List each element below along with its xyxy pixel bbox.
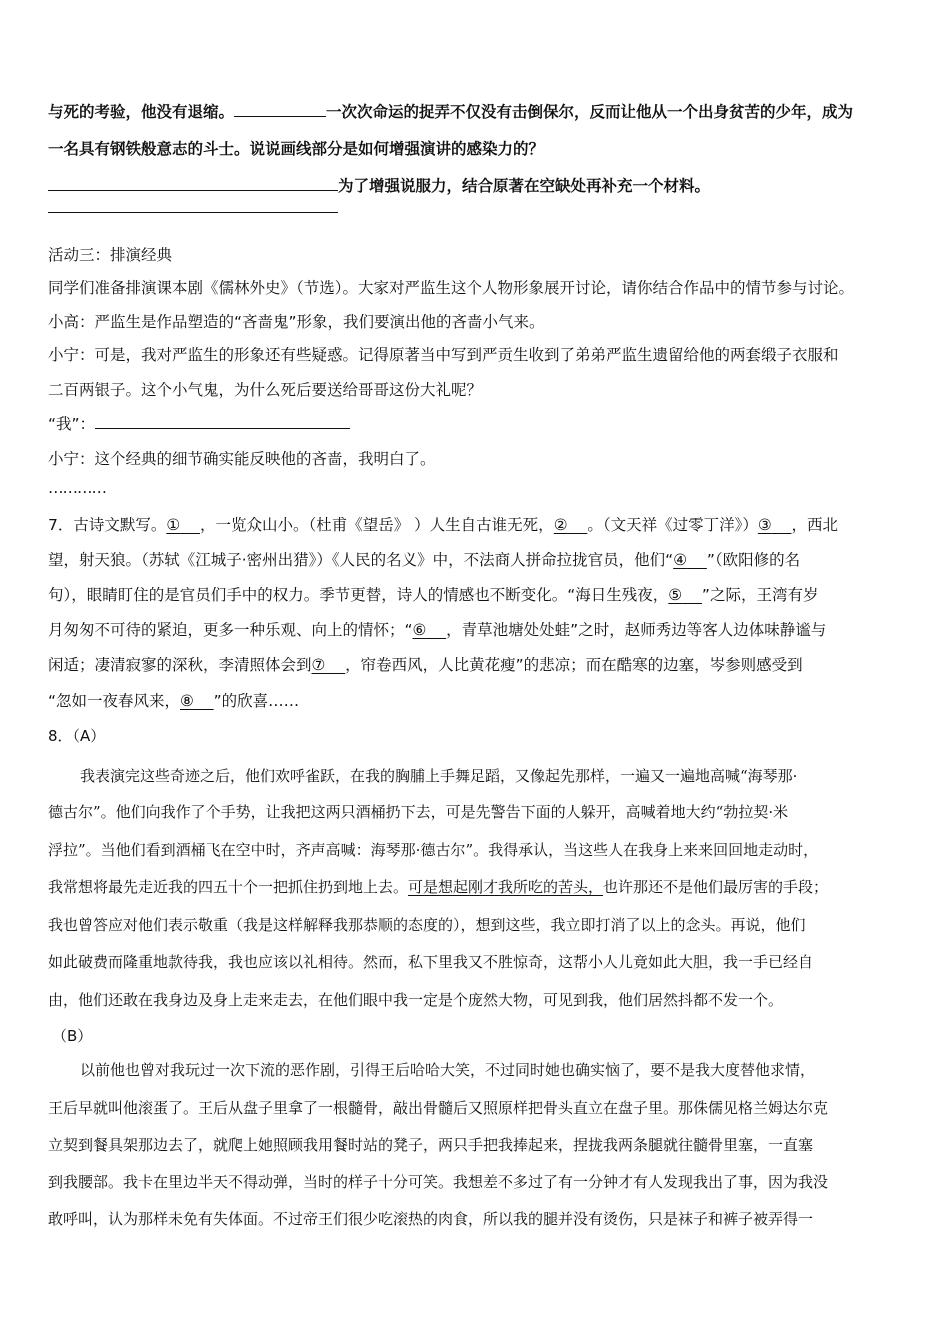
passage-a-line: 浮拉”。当他们看到酒桶飞在空中时，齐声高喊：海琴那·德古尔”。我得承认，当这些人在我身上来来回回地走动时，: [48, 841, 819, 859]
q7-line6: [48, 689, 299, 711]
passage-a-line: 如此破费而隆重地款待我，我也应该以礼相待。然而，私下里我又不胜惊奇，这帮小人儿竟如此大胆，我一手已经自: [48, 953, 814, 971]
dialogue-xiaoning-1b: 二百两银子。这个小气鬼，为什么死后要送给哥哥这份大礼呢？: [48, 381, 483, 399]
text-segment: 句），眼睛盯住的是官员们手中的权力。季节更替，诗人的情感也不断变化。“海日生残夜，: [48, 586, 669, 604]
passage-b-line: 立契到餐具架那边去了，就爬上她照顾我用餐时站的凳子，两只手把我捧起来，捏拢我两条腿就往髓骨里塞，一直塞: [48, 1136, 814, 1154]
activity3-intro: 同学们准备排演课本剧《儒林外史》（节选）。大家对严监生这个人物形象展开讨论，请你结合作品中的情节参与讨论。: [48, 279, 855, 297]
text-segment: 我常想将最先走近我的四五十个一把抓住扔到地上去。: [48, 878, 409, 896]
passage-b-line: 到我腰部。我卡在里边半天不得动弹，当时的样子十分可笑。我想差不多过了有一分钟才有人发现我出了事，因为我没: [48, 1173, 829, 1191]
blank-2[interactable]: ②: [553, 516, 568, 534]
text-segment: 月匆匆不可待的紧迫，更多一种乐观、向上的情怀；“: [48, 621, 413, 639]
q7-line1: [48, 513, 838, 535]
text-segment: ，一览众山小。（杜甫《望岳》 ）人生自古谁无死，: [200, 516, 554, 534]
text-segment: ”之际，王湾有岁: [701, 586, 819, 604]
passage-a-line: 由，他们还敢在我身边及身上走来走去，在他们眼中我一定是个庞然大物，可见到我，他们居然抖都不发一个。: [48, 991, 784, 1009]
text-segment: 一次次命运的捉弄不仅没有击倒保尔，反而让他从一个出身贫苦的少年，成为: [326, 103, 854, 121]
activity3-title: 活动三：排演经典: [48, 246, 173, 264]
text-segment: ”的欣喜……: [213, 692, 300, 710]
blank-3[interactable]: ③: [757, 516, 772, 534]
passage-a-line: 德古尔”。他们向我作了个手势，让我把这两只酒桶扔下去，可是先警告下面的人躲开，高喊着地大约“勃拉契·米: [48, 803, 789, 821]
underlined-sentence: 可是想起刚才我所吃的苦头，: [408, 878, 604, 896]
text-segment: 与死的考验，他没有退缩。: [48, 103, 235, 121]
text-segment: “忽如一夜春风来，: [48, 692, 181, 710]
q7-line4: [48, 618, 826, 640]
text-segment: ”（欧阳修的名: [706, 551, 801, 569]
dialogue-xiaoning-2: 小宁：这个经典的细节确实能反映他的吝啬，我明白了。: [48, 450, 436, 468]
text-segment: “我”：: [48, 415, 96, 433]
answer-blank[interactable]: [48, 175, 338, 192]
blank-7[interactable]: ⑦: [311, 656, 326, 674]
passage-a-line: 我也曾答应对他们表示敬重（我是这样解释我那恭顺的态度的），想到这些，我立即打消了以上的念头。再说，他们: [48, 916, 806, 934]
q7-line5: [48, 653, 803, 675]
dialogue-xiaogao: 小高：严监生是作品塑造的“吝啬鬼”形象，我们要演出他的吝啬小气来。: [48, 313, 545, 331]
ellipsis: …………: [48, 479, 106, 497]
answer-blank[interactable]: [234, 101, 326, 118]
dialogue-me: [48, 412, 350, 434]
blank-4[interactable]: ④: [673, 551, 688, 569]
blank-1[interactable]: ①: [166, 516, 181, 534]
activity2-line2: 一名具有钢铁般意志的斗士。说说画线部分是如何增强演讲的感染力的？: [48, 140, 545, 158]
answer-blank[interactable]: [95, 413, 350, 430]
passage-a-line: 我表演完这些奇迹之后，他们欢呼雀跃，在我的胸脯上手舞足蹈，又像起先那样，一遍又一遍地高喊“海琴那·: [80, 767, 798, 785]
dialogue-xiaoning-1a: 小宁：可是，我对严监生的形象还有些疑惑。记得原著当中写到严贡生收到了弟弟严监生遗留给他的两套缎子衣服和: [48, 346, 839, 364]
activity2-line3: [48, 174, 710, 196]
text-segment: ，西北: [791, 516, 838, 534]
text-segment: 也许那还不是他们最厉害的手段；: [603, 878, 829, 896]
passage-b-line: 王后早就叫他滚蛋了。王后从盘子里拿了一根髓骨，敲出骨髓后又照原样把骨头直立在盘子里。那侏儒见格兰姆达尔克: [48, 1099, 829, 1117]
passage-a-line: [48, 876, 828, 897]
text-segment: 7．古诗文默写。: [48, 516, 167, 534]
blank-8[interactable]: ⑧: [180, 692, 194, 710]
q7-line3: [48, 583, 818, 605]
passage-b-line: 以前他也曾对我玩过一次下流的恶作剧，引得王后哈哈大笑，不过同时她也确实恼了，要不是我大度替他求情，: [80, 1061, 816, 1079]
blank-5[interactable]: ⑤: [668, 586, 683, 604]
passage-b-line: 敢呼叫，认为那样未免有失体面。不过帝王们很少吃滚热的肉食，所以我的腿并没有烫伤，只是袜子和裤子被弄得一: [48, 1210, 814, 1228]
text-segment: 闲适；凄清寂寥的深秋，李清照体会到: [48, 656, 312, 674]
blank-6[interactable]: ⑥: [412, 621, 427, 639]
text-segment: 。（文天祥《过零丁洋》）: [587, 516, 758, 534]
answer-blank-line[interactable]: [48, 212, 338, 213]
text-segment: 为了增强说服力，结合原著在空缺处再补充一个材料。: [338, 177, 711, 195]
q8-label: 8．（A）: [48, 727, 106, 745]
text-segment: ，青草池塘处处蛙”之时，赵师秀边等客人边体味静谧与: [446, 621, 827, 639]
text-segment: 望，射天狼。（苏轼《江城子·密州出猎》）《人民的名义》中，不法商人拼命拉拢官员，他们“: [48, 551, 674, 569]
passage-b-label: （B）: [52, 1027, 93, 1045]
text-segment: ，帘卷西风，人比黄花瘦”的悲凉；而在酷寒的边塞，岑参则感受到: [345, 656, 803, 674]
activity2-line1: [48, 100, 853, 122]
q7-line2: [48, 548, 800, 570]
